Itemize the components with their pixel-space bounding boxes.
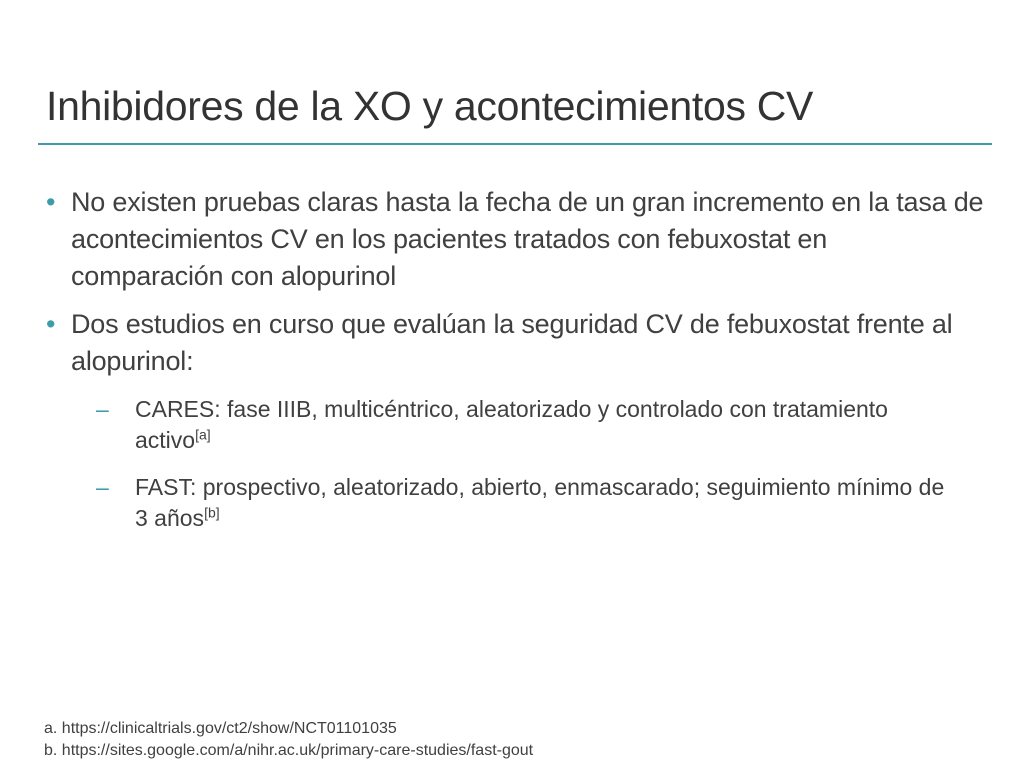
sub-bullet-list <box>96 394 986 534</box>
bullet-text: Dos estudios en curso que evalúan la seguridad CV de febuxostat frente al alopurinol: <box>71 309 953 376</box>
bullet-text: No existen pruebas claras hasta la fecha de un gran incremento en la tasa de acontecimientos CV en los pacientes tratados con febuxostat en comparación con alopurinol <box>71 187 984 291</box>
sub-bullet-item <box>96 394 955 456</box>
sub-bullet-text: CARES: fase IIIB, multicéntrico, aleatorizado y controlado con tratamiento activo <box>135 396 888 453</box>
footnotes <box>44 718 533 762</box>
bullet-marker: • <box>46 309 56 339</box>
reference-superscript: [b] <box>204 504 220 521</box>
footnote-a: a. https://clinicaltrials.gov/ct2/show/NCT01101035 <box>44 720 397 737</box>
dash-marker: – <box>96 474 109 500</box>
title-divider <box>38 143 992 145</box>
sub-bullet-item <box>96 472 955 534</box>
slide-title: Inhibidores de la XO y acontecimientos CV <box>46 83 814 129</box>
footnote-b: b. https://sites.google.com/a/nihr.ac.uk/primary-care-studies/fast-gout <box>44 742 534 759</box>
slide-content <box>46 184 986 550</box>
sub-bullet-text: FAST: prospectivo, aleatorizado, abierto, enmascarado; seguimiento mínimo de 3 años <box>135 474 945 531</box>
bullet-item <box>46 184 986 295</box>
bullet-marker: • <box>46 187 56 217</box>
dash-marker: – <box>96 396 109 422</box>
bullet-item <box>46 306 986 380</box>
reference-superscript: [a] <box>195 426 211 443</box>
